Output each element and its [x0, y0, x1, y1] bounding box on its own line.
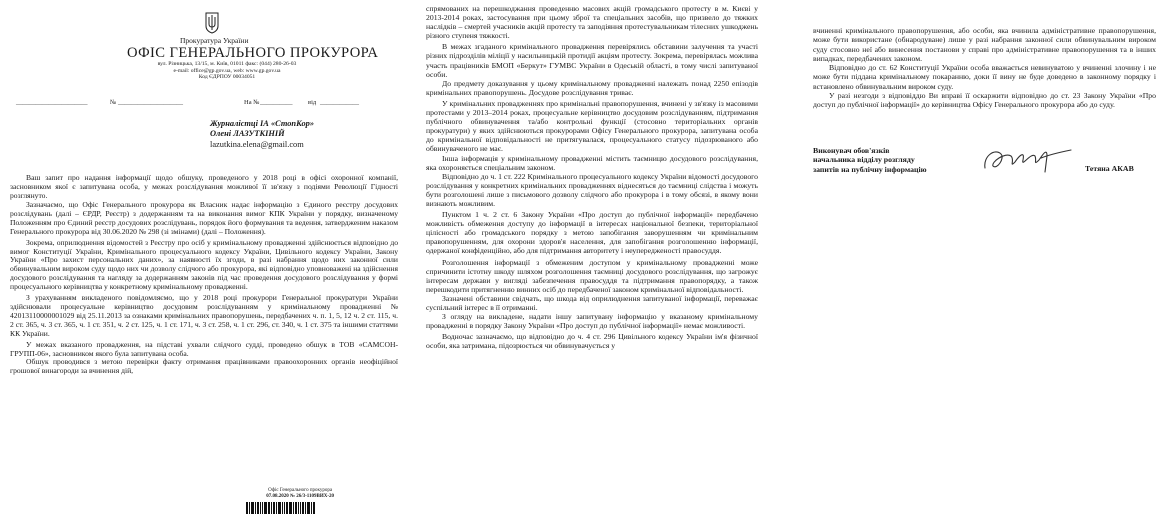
org-edrpou: Код ЄДРПОУ 00034051	[198, 74, 256, 81]
recipient-email: lazutkina.elena@gmail.com	[210, 139, 304, 149]
paragraph: З огляду на викладене, надати іншу запитувану інформацію у вказаному кримінальному провадженні в порядку Закону України «Про доступ до публічної інформації» немає можливості.	[426, 312, 758, 331]
recipient-line-1: Журналістці ІА «СтопКор»	[210, 118, 315, 128]
paragraph: В межах згаданого кримінального провадження перевірялись обставини залучення та участі різних підрозділів міліції у насильницькій протидії акціям протесту. Зокрема, перевірялась можлива участь працівників БМОП «Беркут» ГУМВС України в Одеській області, в тому числі запитуваної особи.	[426, 42, 758, 79]
signer-title	[813, 146, 927, 175]
registration-line: ______________________ № ____________________ На № __________ від ____________	[16, 98, 359, 106]
paragraph: Ваш запит про надання інформації щодо обшуку, проведеного у 2018 році в офісі охоронної компанії, засновником якої є запитувана особа, у межах розслідування можливої її зв'язку з подіями Революції Гідності розглянуто.	[10, 173, 398, 201]
paragraph: У разі незгоди з відповіддю Ви вправі її оскаржити відповідно до ст. 23 Закону України «Про доступ до публічної інформації» до керівництва Офісу Генерального прокурора або до суду.	[813, 91, 1156, 110]
paragraph: Обшук проводився з метою перевірки факту отримання працівниками правоохоронних органів неофіційної грошової винагороди за вчинення дій,	[10, 357, 398, 376]
org-parent-name: Прокуратура України	[180, 36, 249, 45]
org-name-heading: ОФІС ГЕНЕРАЛЬНОГО ПРОКУРОРА	[127, 45, 379, 61]
paragraph: У кримінальних провадженнях про кримінальні правопорушення, вчинені у зв'язку із масовими протестами у 2013–2014 роках, процесуальне керівництво досудовим розслідуванням, підтримання публічного обвинувачення та/або контрольні функції (стосовно територіальних органів прокуратури) у яких здійснюються прокурорами Офісу Генерального прокурора, запитувана особа до кримінальної відповідальності не притягувалася, процесуального статусу підозрюваного або обвинуваченого не має.	[426, 98, 758, 154]
paragraph: Відповідно до ст. 62 Конституції України особа вважається невинуватою у вчиненні злочину і не може бути піддана кримінальному покаранню, доки її вину не буде доведено в законному порядку і встановлено обвинувальним вироком суду.	[813, 63, 1156, 91]
paragraph: Зокрема, оприлюднення відомостей з Реєстру про осіб у кримінальному провадженні здійснюється відповідно до вимог Конституції України, Кримінального процесуального кодексу України, Цивільного кодексу України, Закону України «Про захист персональних даних», за наявності їх згоди, в разі набрання щодо них законної сили обвинувальним вироком суду щодо них чи дозволу слідчого або прокурора, які відповідно уповноважені на здійснення досудового розслідування та нагляду за додержанням законів під час проведення досудового розслідування у формі процесуального керівництва у конкретному кримінальному провадженні.	[10, 237, 398, 292]
trident-emblem-icon	[204, 12, 220, 34]
letter-page-2	[414, 0, 764, 526]
barcode-icon	[246, 502, 334, 514]
signer-name: Тетяна АКАВ	[1085, 163, 1134, 173]
paragraph: До предмету доказування у цьому кримінальному провадженні належать понад 2250 епізодів кримінальних правопорушень. Досудове розслідування триває.	[426, 78, 758, 97]
paragraph: Розголошення інформації з обмеженим доступом у кримінальному провадженні може спричинити істотну шкоду шляхом розголошення таємниці досудового розслідування, що загрожує інтересам держави у вигляді забезпечення правосуддя та підтримання правопорядку, а також перешкодити притягненню винних осіб до передбаченої законом кримінальної відповідальності.	[426, 257, 758, 294]
signer-title-line: запитів на публічну інформацію	[813, 165, 927, 175]
paragraph: Водночас зазначаємо, що відповідно до ч. 4 ст. 296 Цивільного кодексу України ім'я фізичної особи, яка затримана, підозрюється чи обвинувачується у	[426, 332, 758, 351]
recipient-line-2: Олені ЛАЗУТКІНІЙ	[210, 129, 285, 139]
footer-org: Офіс Генерального прокурора	[268, 488, 333, 493]
org-contacts: e-mail: office@gp.gov.ua, web: www.gp.gov.ua	[173, 67, 281, 74]
paragraph: З урахуванням викладеного повідомляємо, що у 2018 році прокурори Генеральної прокуратури України здійснювали процесуальне керівництво досудовим розслідуванням у кримінальному провадженні № 42013110000001029 від 25.11.2013 за ознаками кримінальних правопорушень, передбачених ч. п. 1, 5, 12 ч. 2 ст. 115, ч. 2 ст. 365, ч. 3 ст. 365, ч. 1 ст. 351, ч. 2 ст. 125, ч. 1 ст. 171, ч. 3 ст. 258, ч. 1 ст. 296, ст. 340, ч. 1 ст. 375 та іншими статтями КК України.	[10, 293, 398, 338]
footer-reg-number: 07.08.2020 № 26/3-1109ВИХ-20	[266, 494, 334, 499]
paragraph: Зазначені обставини свідчать, що шкода від оприлюднення запитуваної інформації, переважає суспільний інтерес в її отриманні.	[426, 293, 758, 312]
paragraph: Пунктом 1 ч. 2 ст. 6 Закону України «Про доступ до публічної інформації» передбачено можливість обмеження доступу до інформації в інтересах національної безпеки, територіальної цілісності або громадського порядку з метою запобігання заворушенням чи кримінальним правопорушенням, для охорони здоров'я населення, для запобігання розголошенню інформації, одержаної конфіденційно, або для підтримання авторитету і неупередженості правосуддя.	[426, 210, 758, 256]
letter-page-1	[0, 0, 404, 526]
signer-title-line: начальника відділу розгляду	[813, 155, 915, 165]
signer-title-line: Виконувач обов'язків	[813, 145, 890, 155]
registration-footer	[266, 488, 334, 500]
reg-number-label: №	[110, 98, 117, 106]
paragraph: Зазначаємо, що Офіс Генерального прокурора як Власник надає інформацію з Єдиного реєстру досудових розслідувань (далі – ЄРДР, Реєстр) з додержанням та на виконання вимог КПК України у порядку, визначеному Положенням про Єдиний реєстр досудових розслідувань, порядок його формування та ведення, затвердженим наказом Генерального прокурора від 30.06.2020 № 298 (зі змінами) (далі – Положення).	[10, 200, 398, 236]
letter-page-3	[795, 0, 1176, 526]
paragraph: Інша інформація у кримінальному провадженні містить таємницю досудового розслідування, яка охороняється спеціальним законом.	[426, 153, 758, 172]
reg-from-label: від	[308, 98, 317, 106]
paragraph: спрямованих на перешкоджання проведенню масових акцій громадського протесту в м. Києві у 2013-2014 роках, застосування при цьому зброї та спеціальних засобів, що призвело до тяжких наслідків – смертей учасників акцій протесту та заподіяння протестувальникам тілесних ушкоджень різного ступеня тяжкості.	[426, 4, 758, 41]
paragraph: У межах вказаного провадження, на підставі ухвали слідчого судді, проведено обшук в ТОВ «САМСОН-ГРУПП-06», засновником якого була запитувана особа.	[10, 339, 398, 358]
paragraph: вчиненні кримінального правопорушення, або особи, яка вчинила адміністративне правопорушення, може бути використане (обнародуване) лише у разі набрання законної сили обвинувальним вироком суду стосовно неї або винесення постанови у справі про адміністративне правопорушення та в інших випадках, передбачених законом.	[813, 26, 1156, 63]
recipient-block	[210, 119, 398, 151]
paragraph: Відповідно до ч. 1 ст. 222 Кримінального процесуального кодексу України відомості досудового розслідування у конкретних кримінальних провадженнях віднесяться до таємниці слідства і можуть бути розголошені лише з письмового дозволу слідчого або прокурора і в тому обсязі, в якому вони визнають можливим.	[426, 171, 758, 208]
org-address: вул. Різницька, 13/15, м. Київ, 01011 факс: (044) 280-26-03	[157, 61, 297, 67]
reg-ref-label: На №	[244, 98, 260, 106]
handwritten-signature	[981, 142, 1077, 178]
signature-block	[813, 146, 1156, 186]
